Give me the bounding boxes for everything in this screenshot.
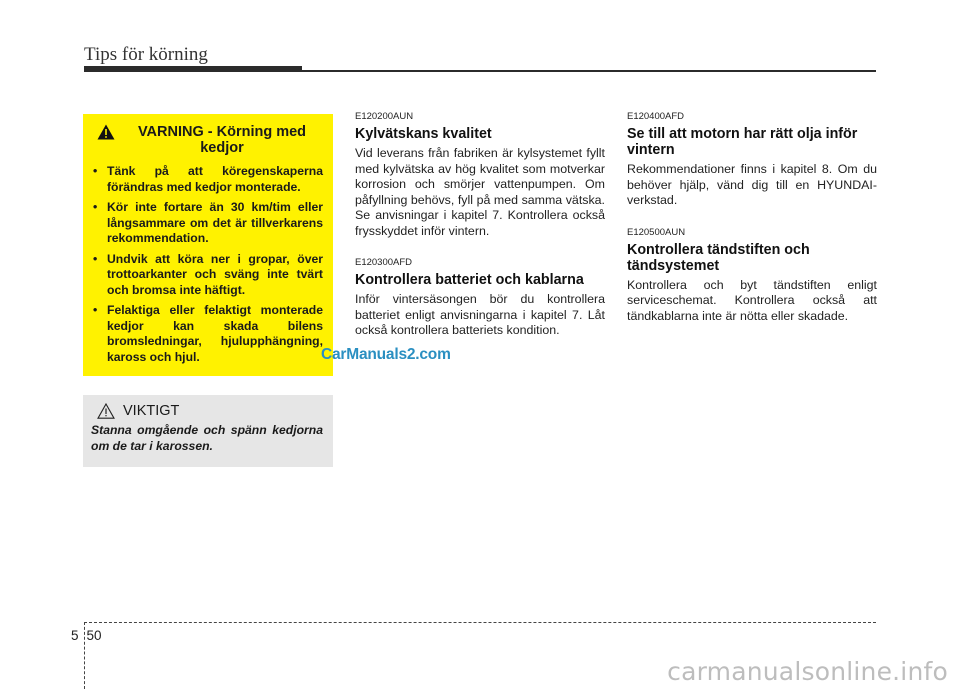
section-heading: Kontrollera tändstiften och tändsystemet <box>627 241 810 274</box>
section-code: E120500AUN <box>627 226 686 238</box>
warning-item: • Felaktiga eller felaktigt monterade kedjor kan skada bilens bromsledningar, hjulupphängning, kaross och hjul. <box>93 303 323 364</box>
watermark-site: carmanualsonline.info <box>667 657 948 686</box>
notice-label: VIKTIGT <box>123 403 180 419</box>
caution-triangle-icon <box>97 403 115 419</box>
header-rule-thin <box>302 70 876 72</box>
warning-triangle-icon <box>97 124 115 140</box>
page-number-value: 50 <box>86 628 102 643</box>
right-column <box>627 111 877 324</box>
warning-item: • Tänk på att köregenskaperna förändras med kedjor monterade. <box>93 164 323 194</box>
section-text: Rekommendationer finns i kapitel 8. Om du behöver hjälp, vänd dig till en HYUNDAI-verkstad. <box>627 162 877 207</box>
notice-heading <box>97 403 323 419</box>
section-heading: Kylvätskans kvalitet <box>355 126 492 142</box>
section-text: Kontrollera och byt tändstiften enligt serviceschemat. Kontrollera också att tändkablarna inte är nötta eller skadade. <box>627 277 877 323</box>
footer-rule <box>84 622 876 623</box>
chapter-number: 5 <box>71 628 79 643</box>
section-heading: Se till att motorn har rätt olja inför vintern <box>627 126 858 158</box>
section-text: Vid leverans från fabriken är kylsystemet fyllt med kylvätska av hög kvalitet som motverkar korrosion och smörjer vattenpumpen. Om påfyllning behövs, fyll på med samma vätska. Se anvisningar i kapitel 7. Kontrollera också frysskyddet inför vintern. <box>355 146 605 238</box>
warning-label: VARNING <box>137 124 204 140</box>
notice-box <box>83 395 333 467</box>
section-text: Inför vintersäsongen bör du kontrollera batteriet enligt anvisningarna i kapitel 7. Låt också kontrollera batteriets kondition. <box>355 292 605 337</box>
middle-column <box>355 111 605 339</box>
section-code: E120400AFD <box>627 111 685 122</box>
page-number <box>71 628 102 643</box>
warning-item: • Kör inte fortare än 30 km/tim eller långsammare om det är tillverkarens rekommendation. <box>93 200 323 245</box>
warning-heading <box>97 124 323 156</box>
warning-list <box>91 164 323 365</box>
warning-title: - Körning med kedjor <box>200 124 307 156</box>
warning-box <box>83 114 333 376</box>
section-code: E120200AUN <box>355 111 414 122</box>
notice-text: Stanna omgående och spänn kedjorna om de tar i karossen. <box>91 423 323 453</box>
header-title: Tips för körning <box>84 44 208 65</box>
watermark-carmanuals: CarManuals2.com <box>321 346 451 363</box>
header-rule-thick <box>84 66 302 72</box>
warning-item: • Undvik att köra ner i gropar, över trottoarkanter och sväng inte tvärt och bromsa inte häftigt. <box>93 251 323 297</box>
section-code: E120300AFD <box>355 257 413 268</box>
section-heading: Kontrollera batteriet och kablarna <box>355 272 584 288</box>
